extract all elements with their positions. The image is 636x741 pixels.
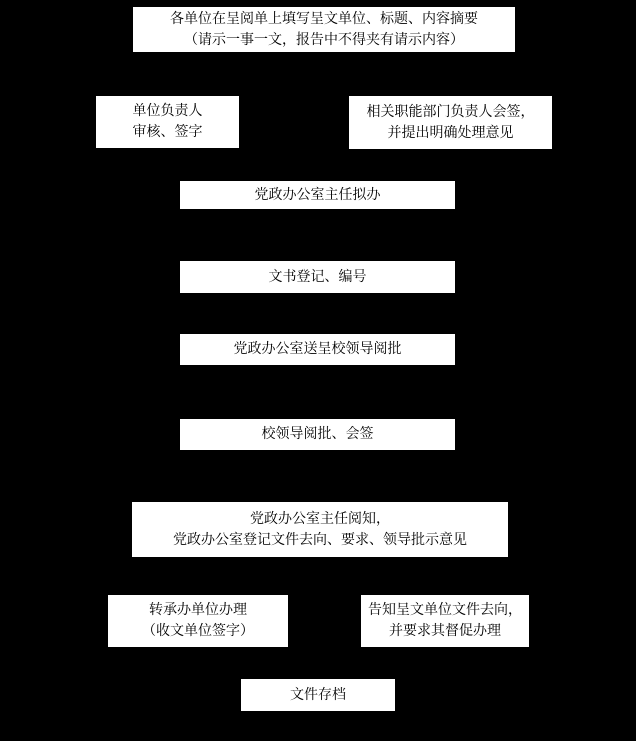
flow-node-fill-submission-form (133, 7, 515, 52)
node-text-line: 党政办公室登记文件去向、要求、领导批示意见 (173, 531, 467, 548)
node-text-line: 并要求其督促办理 (389, 623, 501, 639)
node-text-line: 告知呈文单位文件去向， (368, 602, 522, 618)
node-text-line: （收文单位签字） (142, 623, 254, 639)
flow-node-clerk-register-number (180, 261, 455, 293)
flow-node-archive-document (241, 679, 395, 711)
node-text-line: 校领导阅批、会签 (261, 426, 374, 442)
node-text-line: 文书登记、编号 (268, 268, 367, 285)
node-text-line: 单位负责人 (132, 103, 203, 119)
node-text-line: 并提出明确处理意见 (387, 124, 514, 141)
flow-node-unit-leader-review-sign (96, 96, 239, 148)
flow-node-dept-leader-countersign (349, 96, 552, 149)
flow-node-office-submit-to-leaders (180, 334, 455, 365)
node-text-line: 相关职能部门负责人会签， (366, 103, 535, 120)
flow-node-notify-submitting-unit (361, 595, 529, 647)
node-text-line: 党政办公室主任拟办 (254, 186, 381, 203)
flow-node-transfer-to-handling-unit (108, 595, 288, 647)
flow-node-director-informed-office-register (132, 502, 508, 557)
node-text-line: 审核、签字 (132, 124, 203, 140)
flow-node-office-director-proposal (180, 181, 455, 209)
node-text-line: 各单位在呈阅单上填写呈文单位、标题、内容摘要 (170, 10, 478, 27)
flow-node-school-leaders-review-countersign (180, 419, 455, 450)
node-text-line: （请示一事一文，报告中不得夹有请示内容） (184, 31, 464, 48)
node-text-line: 文件存档 (290, 686, 346, 703)
node-text-line: 转承办单位办理 (149, 602, 247, 618)
node-text-line: 党政办公室送呈校领导阅批 (233, 341, 402, 357)
node-text-line: 党政办公室主任阅知， (250, 510, 390, 527)
